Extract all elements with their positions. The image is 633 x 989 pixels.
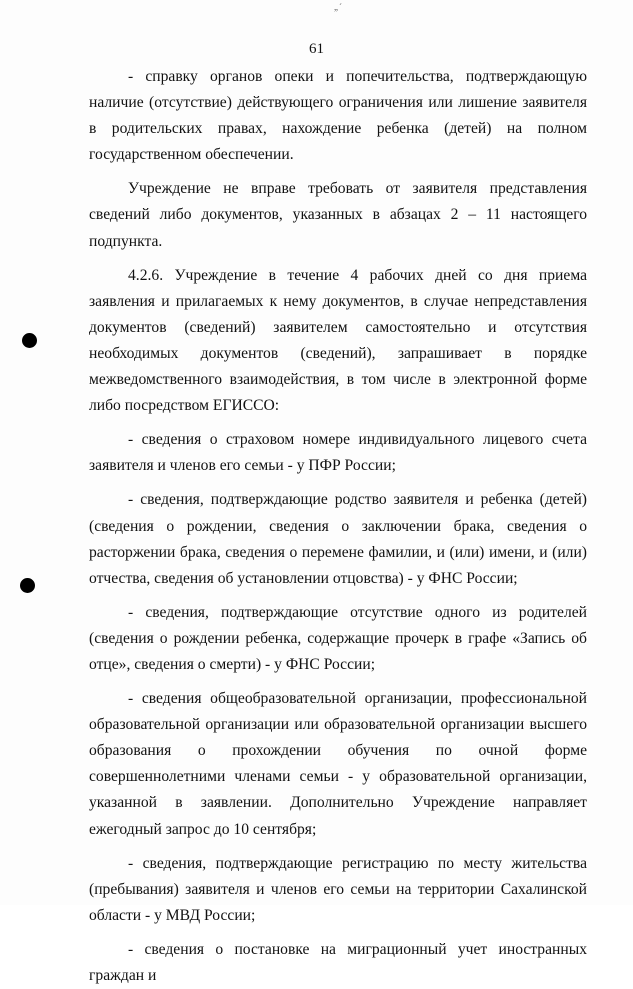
paragraph-absent-parent-info: - сведения, подтверждающие отсутствие одного из родителей (сведения о рождении ребенка, содержащие прочерк в графе «Запись об отце», сведения о смерти) - у ФНС России; — [89, 603, 587, 673]
paragraph-guardianship-certificate: - справку органов опеки и попечительства, подтверждающую наличие (отсутствие) действующего ограничения или лишение заявителя в родительских правах, нахождение ребенка (детей) на полном государственном обеспечении. — [89, 68, 587, 164]
paragraph-no-right-to-require: Учреждение не вправе требовать от заявителя представления сведений либо документов, указанных в абзацах 2 – 11 настоящего подпункта. — [89, 180, 587, 250]
scan-artifact-mark: „´ — [334, 2, 343, 12]
paragraph-kinship-info: - сведения, подтверждающие родство заявителя и ребенка (детей) (сведения о рождении, сведения о заключении брака, сведения о расторжении брака, сведения о перемене фамилии, и (или) имени, и (или) отчества, сведения об установлении отцовства) - у ФНС России; — [89, 491, 587, 587]
paragraph-4-2-6: 4.2.6. Учреждение в течение 4 рабочих дней со дня приема заявления и прилагаемых к нему документов, в случае непредставления документов (сведений) заявителем самостоятельно и отсутствия необходимых документов (сведений), запрашивает в порядке межведомственного взаимодействия, в том числе в электронной форме либо посредством ЕГИССО: — [89, 266, 587, 415]
paragraph-registration-info: - сведения, подтверждающие регистрацию по месту жительства (пребывания) заявителя и членов его семьи на территории Сахалинской области - у МВД России; — [89, 854, 587, 924]
paragraph-education-info: - сведения общеобразовательной организации, профессиональной образовательной организации или образовательной организации высшего образования о прохождении обучения по очной форме совершеннолетними членами семьи - у образовательной организации, указанной в заявлении. Дополнительно Учреждение направляет ежегодный запрос до 10 сентября; — [89, 690, 587, 838]
paragraph-snils-info: - сведения о страховом номере индивидуального лицевого счета заявителя и членов его семьи - у ПФР России; — [89, 431, 587, 475]
punch-hole-icon — [22, 333, 37, 348]
document-body — [89, 64, 587, 989]
punch-hole-icon — [20, 578, 35, 593]
paragraph-migration-info: - сведения о постановке на миграционный учет иностранных граждан и — [89, 940, 587, 984]
page-number: 61 — [309, 41, 324, 57]
